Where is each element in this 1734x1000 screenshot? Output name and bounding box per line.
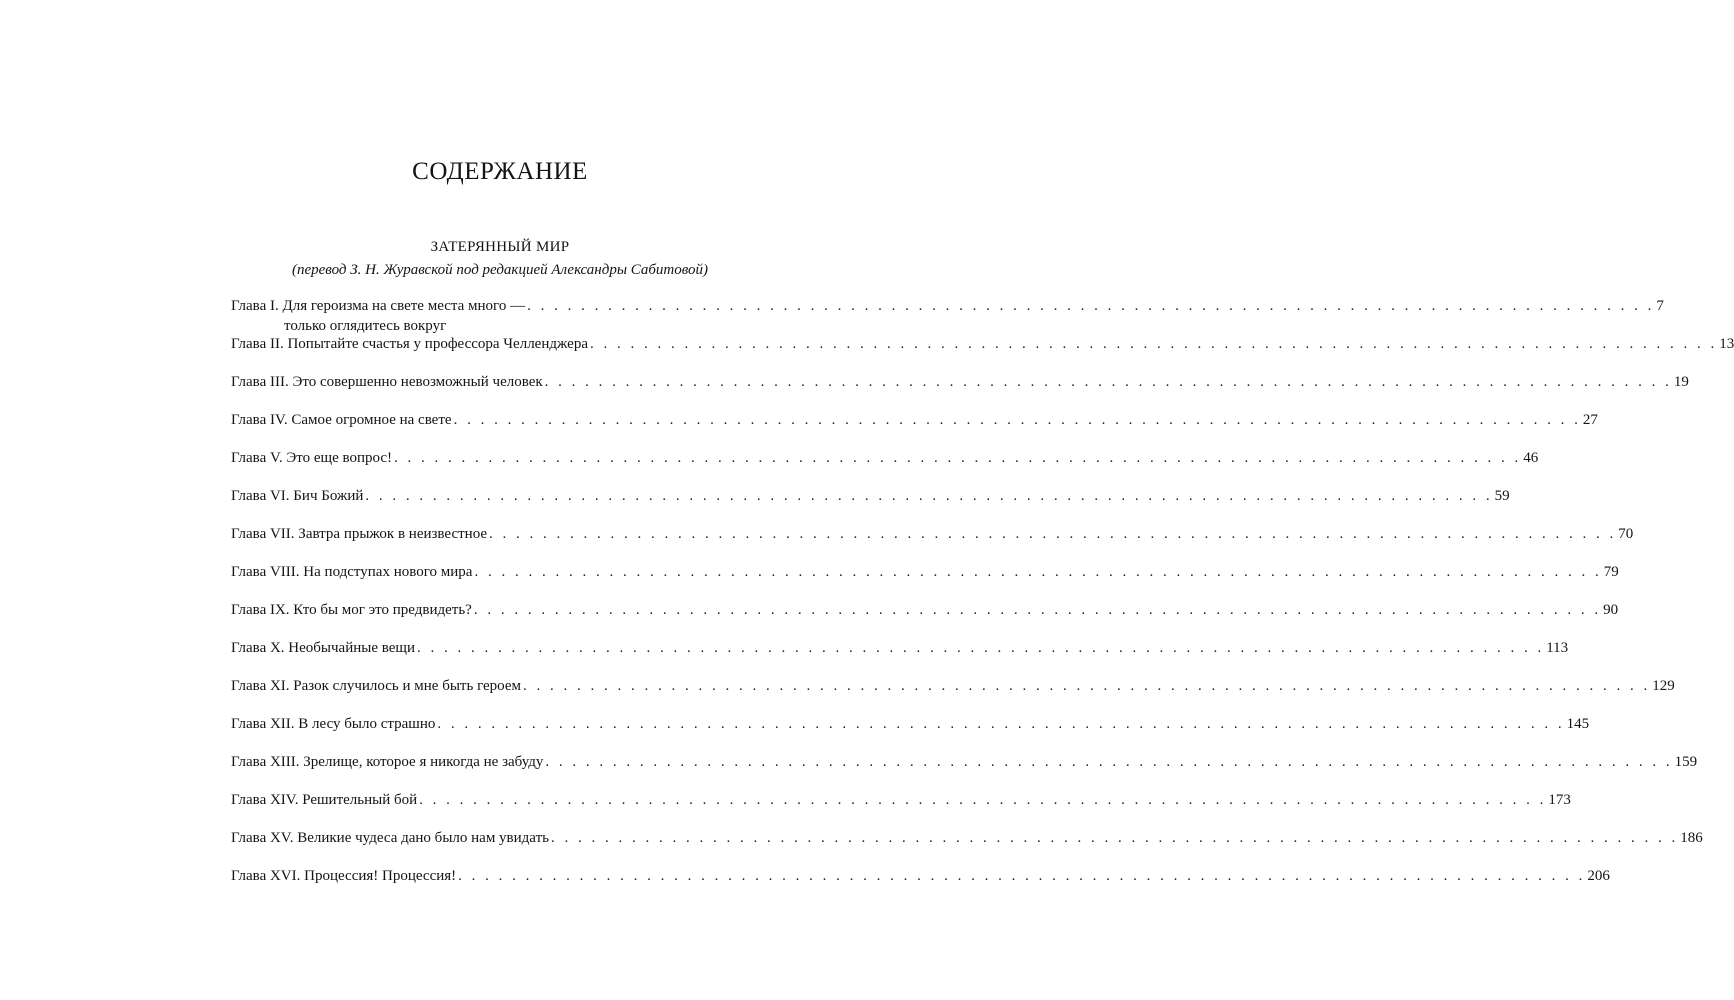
toc-entry[interactable] [231, 296, 1664, 336]
toc-dot-leader: . . . . . . . . . . . . . . . . . . . . . . . . . . . . . . . . . . . . . . . . . . . . . . . . . . . . . . . . . . . . . . . . . . . . . . . . . . . . . . . . . . . . [489, 526, 1617, 542]
toc-entry-page: 113 [1546, 640, 1569, 656]
toc-entry-page: 7 [1656, 298, 1664, 314]
toc-entry-label: Глава XV. Великие чудеса дано было нам увидать [231, 830, 549, 846]
toc-entry-page: 159 [1674, 754, 1698, 770]
toc-entry-label: Глава VI. Бич Божий [231, 488, 364, 504]
toc-entry-page: 186 [1680, 830, 1703, 846]
toc-dot-leader: . . . . . . . . . . . . . . . . . . . . . . . . . . . . . . . . . . . . . . . . . . . . . . . . . . . . . . . . . . . . . . . . . . . . . . . . . . . . . . . . . . . . [550, 830, 1679, 846]
toc-entry[interactable] [231, 828, 1703, 848]
toc-entry-label: Глава VII. Завтра прыжок в неизвестное [231, 526, 488, 542]
toc-dot-leader: . . . . . . . . . . . . . . . . . . . . . . . . . . . . . . . . . . . . . . . . . . . . . . . . . . . . . . . . . . . . . . . . . . . . . . . . . . . . . . . . . . . . [474, 564, 1602, 580]
toc-entry-page: 59 [1494, 488, 1510, 504]
toc-dot-leader: . . . . . . . . . . . . . . . . . . . . . . . . . . . . . . . . . . . . . . . . . . . . . . . . . . . . . . . . . . . . . . . . . . . . . . . . . . . . . . . . . . . . [523, 678, 1651, 694]
toc-dot-leader: . . . . . . . . . . . . . . . . . . . . . . . . . . . . . . . . . . . . . . . . . . . . . . . . . . . . . . . . . . . . . . . . . . . . . . . . . . . . . . . . . . . . [437, 716, 1565, 732]
toc-dot-leader: . . . . . . . . . . . . . . . . . . . . . . . . . . . . . . . . . . . . . . . . . . . . . . . . . . . . . . . . . . . . . . . . . . . . . . . . . . . . . . . . . . . . [394, 450, 1522, 466]
toc-dot-leader: . . . . . . . . . . . . . . . . . . . . . . . . . . . . . . . . . . . . . . . . . . . . . . . . . . . . . . . . . . . . . . . . . . . . . . . . . . . . . . . . . . . . [453, 412, 1581, 428]
section-subtitle: (перевод З. Н. Журавской под редакцией Александры Сабитовой) [291, 262, 709, 278]
toc-entry[interactable] [231, 866, 1610, 886]
toc-entry[interactable] [231, 714, 1590, 734]
toc-entry-label: Глава VIII. На подступах нового мира [231, 564, 473, 580]
toc-entry-page: 13 [1719, 336, 1734, 352]
toc-entry[interactable] [231, 372, 1689, 392]
toc-entry-page: 46 [1523, 450, 1539, 466]
toc-entry-label-continuation: только оглядитесь вокруг [284, 318, 447, 334]
toc-entry-page: 173 [1548, 792, 1571, 808]
toc-entry[interactable] [231, 486, 1510, 506]
toc-entry-page: 129 [1652, 678, 1675, 694]
toc-entry-label: Глава XIV. Решительный бой [231, 792, 418, 808]
toc-entry-label: Глава IX. Кто бы мог это предвидеть? [231, 602, 472, 618]
toc-entry-page: 27 [1582, 412, 1598, 428]
toc-entry-label: Глава XII. В лесу было страшно [231, 716, 436, 732]
toc-entry[interactable] [231, 752, 1698, 772]
toc-entry-label: Глава III. Это совершенно невозможный человек [231, 374, 543, 390]
toc-entry-page: 206 [1587, 868, 1610, 884]
toc-entry-label: Глава XIII. Зрелище, которое я никогда не забуду [231, 754, 544, 770]
toc-entry[interactable] [231, 600, 1619, 620]
toc-entry-label: Глава I. Для героизма на свете места много — [231, 298, 526, 314]
toc-entry-label: Глава XVI. Процессия! Процессия! [231, 868, 457, 884]
toc-entry[interactable] [231, 790, 1571, 810]
toc-dot-leader: . . . . . . . . . . . . . . . . . . . . . . . . . . . . . . . . . . . . . . . . . . . . . . . . . . . . . . . . . . . . . . . . . . . . . . . . . . . . . . . . . . . . [473, 602, 1602, 618]
toc-dot-leader: . . . . . . . . . . . . . . . . . . . . . . . . . . . . . . . . . . . . . . . . . . . . . . . . . . . . . . . . . . . . . . . . . . . . . . . . . . . . . . . . . . . . [365, 488, 1493, 504]
toc-dot-leader: . . . . . . . . . . . . . . . . . . . . . . . . . . . . . . . . . . . . . . . . . . . . . . . . . . . . . . . . . . . . . . . . . . . . . . . . . . . . . . . . . . . . [419, 792, 1547, 808]
toc-dot-leader: . . . . . . . . . . . . . . . . . . . . . . . . . . . . . . . . . . . . . . . . . . . . . . . . . . . . . . . . . . . . . . . . . . . . . . . . . . . . . . . . . . . . [544, 374, 1672, 390]
toc-entry[interactable] [231, 524, 1634, 544]
toc-dot-leader: . . . . . . . . . . . . . . . . . . . . . . . . . . . . . . . . . . . . . . . . . . . . . . . . . . . . . . . . . . . . . . . . . . . . . . . . . . . . . . . . . . . . [416, 640, 1545, 656]
toc-entry[interactable] [231, 676, 1675, 696]
toc-entry[interactable] [231, 334, 1734, 354]
toc-entry[interactable] [231, 562, 1619, 582]
toc-entry-label: Глава X. Необычайные вещи [231, 640, 415, 656]
page-title: СОДЕРЖАНИЕ [412, 158, 588, 185]
toc-entry-page: 90 [1603, 602, 1619, 618]
toc-entry-label: Глава V. Это еще вопрос! [231, 450, 393, 466]
toc-entry[interactable] [231, 448, 1539, 468]
toc-entry-label: Глава XI. Разок случилось и мне быть героем [231, 678, 522, 694]
toc-entry-label: Глава IV. Самое огромное на свете [231, 412, 452, 428]
toc-entry-page: 145 [1566, 716, 1590, 732]
toc-entry-page: 79 [1603, 564, 1619, 580]
toc-dot-leader: . . . . . . . . . . . . . . . . . . . . . . . . . . . . . . . . . . . . . . . . . . . . . . . . . . . . . . . . . . . . . . . . . . . . . . . . . . . . . . . . . . . . [458, 868, 1586, 884]
toc-dot-leader: . . . . . . . . . . . . . . . . . . . . . . . . . . . . . . . . . . . . . . . . . . . . . . . . . . . . . . . . . . . . . . . . . . . . . . . . . . . . . . . . . . . . [589, 336, 1718, 352]
toc-entry[interactable] [231, 410, 1598, 430]
toc-dot-leader: . . . . . . . . . . . . . . . . . . . . . . . . . . . . . . . . . . . . . . . . . . . . . . . . . . . . . . . . . . . . . . . . . . . . . . . . . . . . . . . . . . . . [527, 298, 1655, 314]
toc-entry-page: 19 [1673, 374, 1689, 390]
section-title: ЗАТЕРЯННЫЙ МИР [430, 239, 570, 255]
toc-entry[interactable] [231, 638, 1569, 658]
toc-entry-page: 70 [1618, 526, 1634, 542]
toc-dot-leader: . . . . . . . . . . . . . . . . . . . . . . . . . . . . . . . . . . . . . . . . . . . . . . . . . . . . . . . . . . . . . . . . . . . . . . . . . . . . . . . . . . . . [545, 754, 1673, 770]
toc-entry-label: Глава II. Попытайте счастья у профессора Челленджера [231, 336, 588, 352]
